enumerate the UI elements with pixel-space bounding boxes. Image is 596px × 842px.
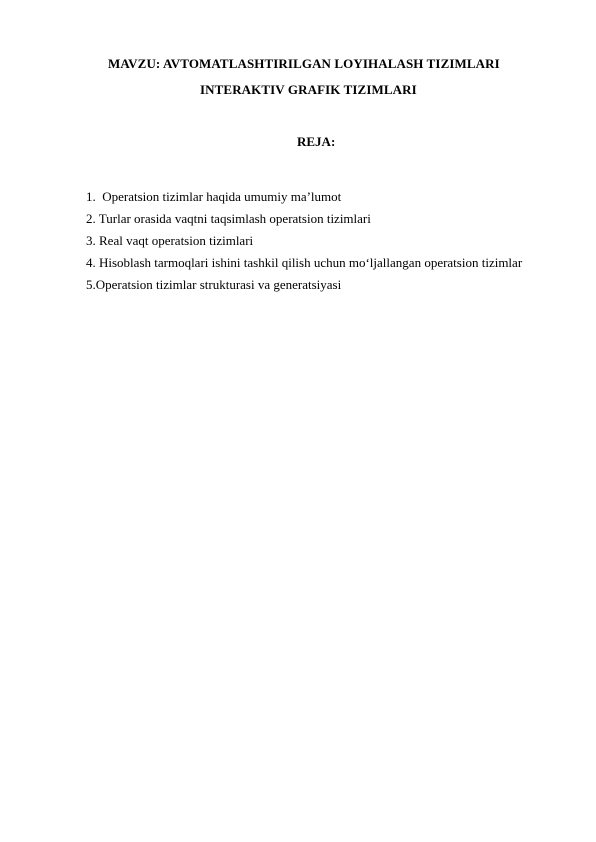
plan-list [86, 186, 526, 296]
plan-item-3: 3. Real vaqt operatsion tizimlari [86, 233, 254, 248]
plan-item-1: 1. Operatsion tizimlar haqida umumiy ma’lumot [86, 189, 342, 204]
document-title-line-2: INTERAKTIV GRAFIK TIZIMLARI [200, 82, 417, 97]
document-title-line-1: MAVZU: AVTOMATLASHTIRILGAN LOYIHALASH TIZIMLARI [108, 56, 500, 71]
plan-item-5: 5.Operatsion tizimlar strukturasi va generatsiyasi [86, 277, 342, 292]
plan-item-2: 2. Turlar orasida vaqtni taqsimlash operatsion tizimlari [86, 211, 371, 226]
plan-item-4: 4. Hisoblash tarmoqlari ishini tashkil qilish uchun mo‘ljallangan operatsion tizimlar [86, 255, 523, 270]
plan-heading: REJA: [297, 134, 336, 149]
